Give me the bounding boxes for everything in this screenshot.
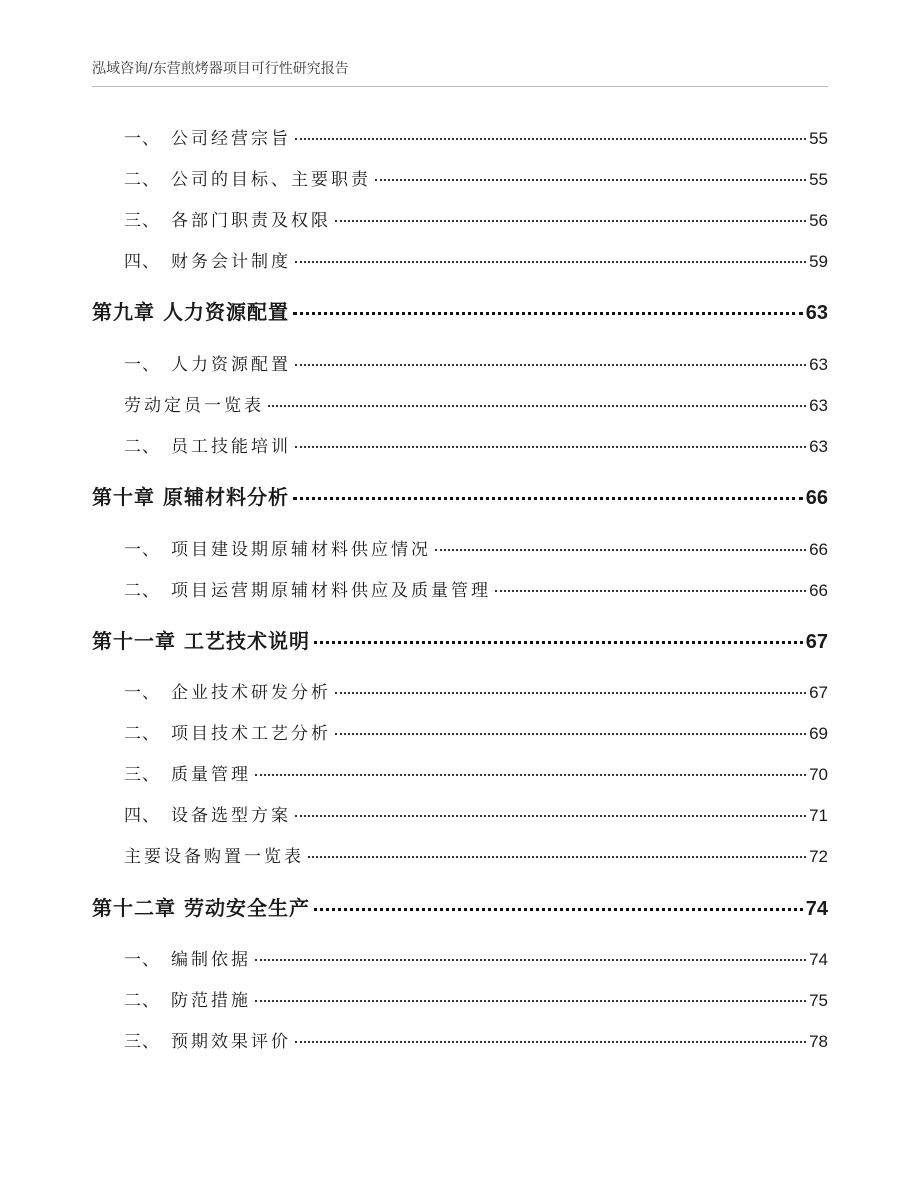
toc-page-number: 75 bbox=[809, 991, 828, 1010]
toc-page-number: 74 bbox=[809, 950, 828, 969]
toc-entry-number: 二、 bbox=[124, 581, 160, 601]
toc-entry-title: 第十二章 劳动安全生产 bbox=[92, 896, 310, 920]
toc-entry-title: 主要设备购置一览表 bbox=[124, 847, 304, 867]
toc-section-entry[interactable] bbox=[124, 678, 828, 703]
toc-page-number: 71 bbox=[809, 806, 828, 825]
dot-leader bbox=[335, 733, 806, 735]
toc-entry-title: 项目建设期原辅材料供应情况 bbox=[171, 540, 431, 560]
toc-page-number: 67 bbox=[805, 631, 828, 653]
dot-leader bbox=[335, 692, 806, 694]
toc-entry-number: 一、 bbox=[124, 683, 160, 703]
toc-page-number: 63 bbox=[805, 302, 828, 324]
toc-entry-title: 质量管理 bbox=[171, 765, 251, 785]
toc-section-entry[interactable] bbox=[124, 842, 828, 867]
toc-page-number: 66 bbox=[809, 581, 828, 600]
toc-page-number: 55 bbox=[809, 129, 828, 148]
dot-leader bbox=[335, 220, 806, 222]
toc-entry-number: 一、 bbox=[124, 950, 160, 970]
toc-entry-title: 各部门职责及权限 bbox=[171, 211, 331, 231]
toc-chapter-entry[interactable] bbox=[92, 892, 828, 921]
toc-entry-title: 员工技能培训 bbox=[171, 437, 291, 457]
toc-entry-title: 财务会计制度 bbox=[171, 252, 291, 272]
dot-leader bbox=[295, 815, 806, 817]
toc-entry-number: 二、 bbox=[124, 724, 160, 744]
dot-leader bbox=[314, 908, 803, 911]
toc-page-number: 59 bbox=[809, 252, 828, 271]
toc-entry-number: 二、 bbox=[124, 437, 160, 457]
dot-leader bbox=[293, 312, 803, 315]
toc-entry-title: 预期效果评价 bbox=[171, 1032, 291, 1052]
toc-section-entry[interactable] bbox=[124, 760, 828, 785]
toc-page-number: 72 bbox=[809, 847, 828, 866]
dot-leader bbox=[295, 1041, 806, 1043]
dot-leader bbox=[295, 261, 806, 263]
dot-leader bbox=[295, 364, 806, 366]
toc-entry-title: 第九章 人力资源配置 bbox=[92, 300, 289, 324]
toc-section-entry[interactable] bbox=[124, 391, 828, 416]
toc-page-number: 74 bbox=[805, 898, 828, 920]
dot-leader bbox=[295, 138, 806, 140]
toc-entry-title: 防范措施 bbox=[171, 991, 251, 1011]
toc-page-number: 55 bbox=[809, 170, 828, 189]
toc-section-entry[interactable] bbox=[124, 719, 828, 744]
dot-leader bbox=[293, 497, 803, 500]
dot-leader bbox=[375, 179, 806, 181]
toc-page-number: 66 bbox=[809, 540, 828, 559]
toc-section-entry[interactable] bbox=[124, 432, 828, 457]
dot-leader bbox=[495, 590, 806, 592]
dot-leader bbox=[255, 774, 806, 776]
dot-leader bbox=[268, 405, 806, 407]
toc-section-entry[interactable] bbox=[124, 535, 828, 560]
dot-leader bbox=[295, 446, 806, 448]
toc-section-entry[interactable] bbox=[124, 247, 828, 272]
toc-section-entry[interactable] bbox=[124, 986, 828, 1011]
toc-entry-number: 一、 bbox=[124, 129, 160, 149]
toc-entry-title: 公司经营宗旨 bbox=[171, 129, 291, 149]
toc-entry-title: 企业技术研发分析 bbox=[171, 683, 331, 703]
dot-leader bbox=[314, 641, 803, 644]
toc-entry-title: 劳动定员一览表 bbox=[124, 396, 264, 416]
toc-entry-number: 三、 bbox=[124, 765, 160, 785]
toc-section-entry[interactable] bbox=[124, 124, 828, 149]
page-header: 泓域咨询/东营煎烤器项目可行性研究报告 bbox=[92, 61, 349, 77]
toc-page-number: 63 bbox=[809, 355, 828, 374]
toc-entry-number: 三、 bbox=[124, 211, 160, 231]
toc-entry-title: 项目运营期原辅材料供应及质量管理 bbox=[171, 581, 491, 601]
toc-section-entry[interactable] bbox=[124, 945, 828, 970]
toc-entry-number: 三、 bbox=[124, 1032, 160, 1052]
toc-entry-title: 人力资源配置 bbox=[171, 355, 291, 375]
toc-entry-number: 四、 bbox=[124, 806, 160, 826]
header-rule bbox=[92, 86, 828, 87]
dot-leader bbox=[308, 856, 806, 858]
toc-page-number: 63 bbox=[809, 437, 828, 456]
dot-leader bbox=[255, 1000, 806, 1002]
toc-entry-number: 一、 bbox=[124, 355, 160, 375]
toc-page-number: 63 bbox=[809, 396, 828, 415]
toc-entry-title: 设备选型方案 bbox=[171, 806, 291, 826]
toc-entry-number: 二、 bbox=[124, 170, 160, 190]
toc-section-entry[interactable] bbox=[124, 350, 828, 375]
toc-chapter-entry[interactable] bbox=[92, 625, 828, 654]
toc-entry-number: 一、 bbox=[124, 540, 160, 560]
toc-section-entry[interactable] bbox=[124, 206, 828, 231]
toc-entry-title: 第十章 原辅材料分析 bbox=[92, 485, 289, 509]
toc-chapter-entry[interactable] bbox=[92, 481, 828, 510]
toc-page-number: 67 bbox=[809, 683, 828, 702]
toc-section-entry[interactable] bbox=[124, 1027, 828, 1052]
toc-page-number: 56 bbox=[809, 211, 828, 230]
dot-leader bbox=[255, 959, 806, 961]
toc-entry-number: 四、 bbox=[124, 252, 160, 272]
toc-page-number: 66 bbox=[805, 487, 828, 509]
toc-entry-title: 项目技术工艺分析 bbox=[171, 724, 331, 744]
toc-entry-number: 二、 bbox=[124, 991, 160, 1011]
toc-page-number: 78 bbox=[809, 1032, 828, 1051]
toc-chapter-entry[interactable] bbox=[92, 296, 828, 325]
toc-entry-title: 第十一章 工艺技术说明 bbox=[92, 629, 310, 653]
toc-section-entry[interactable] bbox=[124, 576, 828, 601]
toc-section-entry[interactable] bbox=[124, 801, 828, 826]
dot-leader bbox=[435, 549, 806, 551]
toc-section-entry[interactable] bbox=[124, 165, 828, 190]
toc-entry-title: 公司的目标、主要职责 bbox=[171, 170, 371, 190]
toc-page-number: 70 bbox=[809, 765, 828, 784]
toc-page-number: 69 bbox=[809, 724, 828, 743]
toc-entry-title: 编制依据 bbox=[171, 950, 251, 970]
